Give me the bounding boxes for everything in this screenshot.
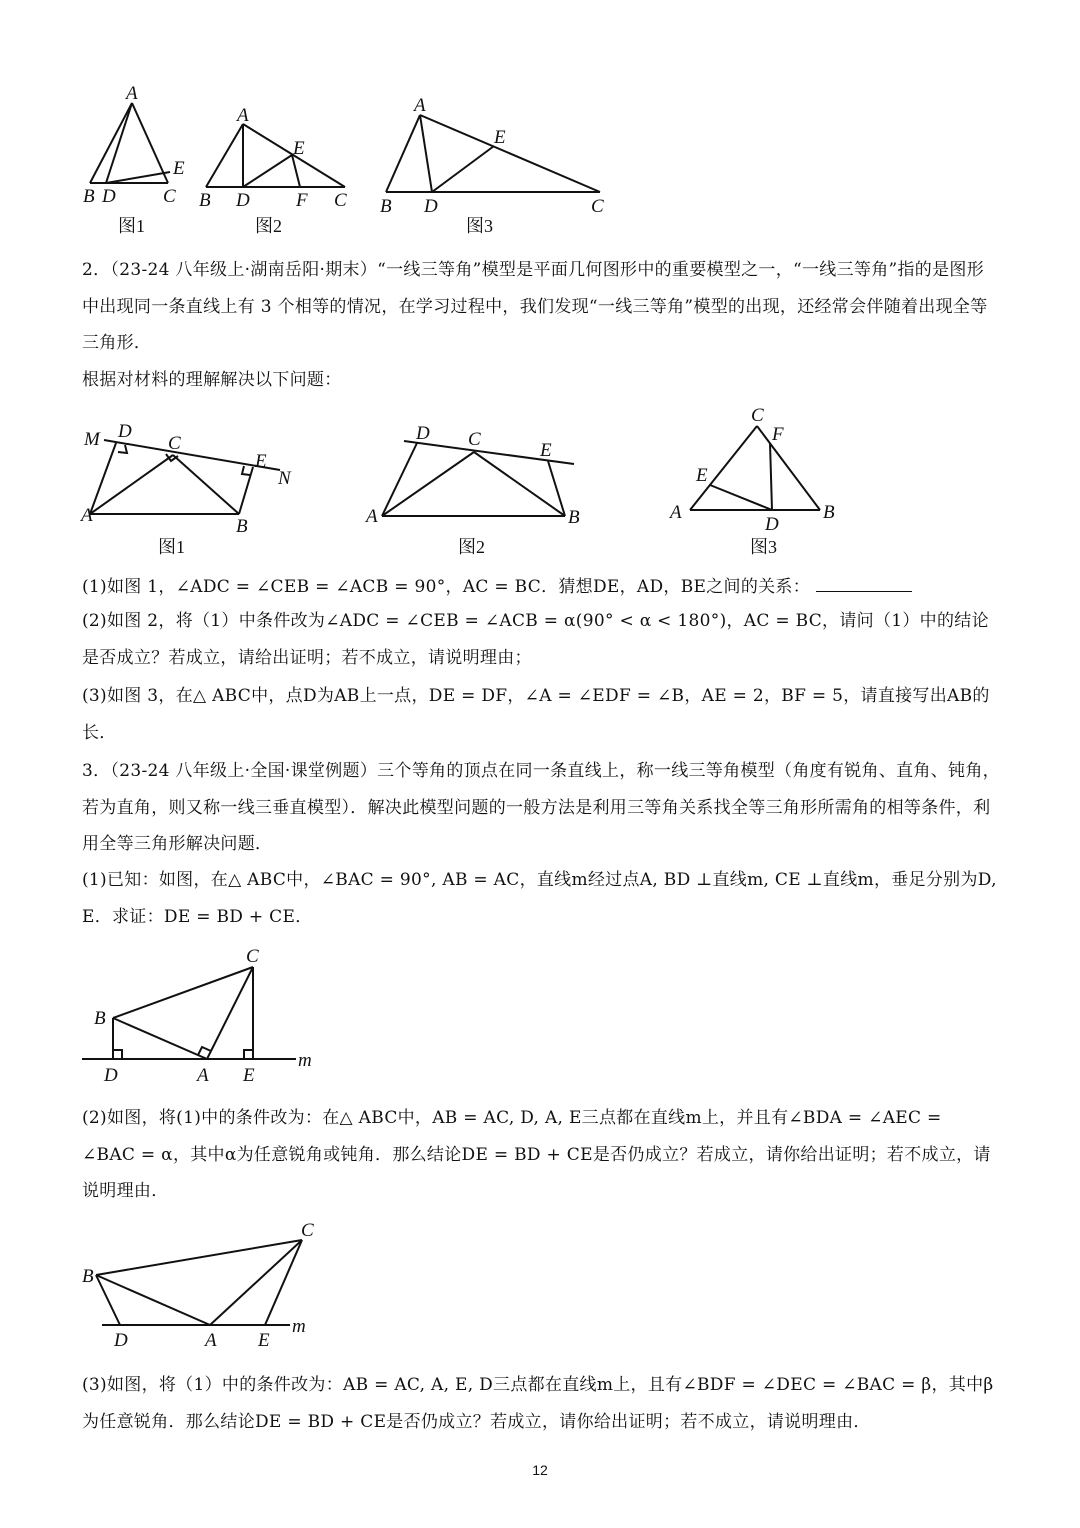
- label-D: D: [416, 423, 430, 444]
- label-E: E: [494, 127, 506, 148]
- label-C: C: [246, 946, 259, 967]
- label-D: D: [104, 1065, 118, 1086]
- label-C: C: [468, 429, 481, 450]
- label-m: m: [298, 1050, 312, 1071]
- label-A: A: [205, 1330, 217, 1351]
- label-E: E: [696, 465, 708, 486]
- label-A: A: [126, 83, 138, 104]
- page-number: 12: [532, 1462, 548, 1478]
- label-C: C: [168, 433, 181, 454]
- fig1-caption: 图1: [118, 216, 145, 236]
- label-C: C: [163, 186, 176, 207]
- q2-fig3-caption: 图3: [750, 537, 777, 557]
- label-B: B: [94, 1008, 106, 1029]
- label-D: D: [102, 186, 116, 207]
- label-D: D: [765, 514, 779, 535]
- q2-prompt: 根据对材料的理解解决以下问题：: [82, 370, 342, 390]
- label-C: C: [334, 190, 347, 211]
- label-A: A: [197, 1065, 209, 1086]
- label-D: D: [114, 1330, 128, 1351]
- label-A: A: [670, 502, 682, 523]
- label-F: F: [772, 424, 784, 445]
- fig3-caption: 图3: [466, 216, 493, 236]
- fig2-caption: 图2: [255, 216, 282, 236]
- label-A: A: [366, 506, 378, 527]
- label-B: B: [236, 516, 248, 537]
- label-B: B: [380, 196, 392, 217]
- q2-part2: (2)如图 2，将（1）中条件改为∠ADC = ∠CEB = ∠ACB = α(90° < α < 180°)，AC = BC，请问（1）中的结论是否成立？若成立，请给出证明；若不成立，请说明理由；: [82, 611, 989, 668]
- label-D: D: [424, 196, 438, 217]
- label-B: B: [82, 1266, 94, 1287]
- q3-part2: (2)如图，将(1)中的条件改为：在△ ABC中，AB = AC, D, A, E三点都在直线m上，并且有∠BDA = ∠AEC = ∠BAC = α，其中α为任意锐角或钝角．那么结论DE = BD + CE是否仍成立？若成立，请你给出证明；若不成立，请说明理由．: [82, 1108, 991, 1201]
- label-C: C: [591, 196, 604, 217]
- label-B: B: [199, 190, 211, 211]
- label-E: E: [258, 1330, 270, 1351]
- q2-fig1-caption: 图1: [158, 537, 185, 557]
- label-D: D: [236, 190, 250, 211]
- label-M: M: [84, 429, 100, 450]
- label-B: B: [83, 186, 95, 207]
- label-E: E: [173, 158, 185, 179]
- label-E: E: [540, 440, 552, 461]
- label-A: A: [237, 105, 249, 126]
- label-A: A: [414, 95, 426, 116]
- label-C: C: [301, 1220, 314, 1241]
- label-C: C: [751, 405, 764, 426]
- q3-intro: 3．（23-24 八年级上·全国·课堂例题）三个等角的顶点在同一条直线上，称一线三等角模型（角度有锐角、直角、钝角，若为直角，则又称一线三垂直模型）．解决此模型问题的一般方法是利用三等角关系找全等三角形所需角的相等条件，利用全等三角形解决问题．: [82, 761, 1000, 854]
- q2-intro: 2．（23-24 八年级上·湖南岳阳·期末）“一线三等角”模型是平面几何图形中的重要模型之一，“一线三等角”指的是图形中出现同一条直线上有 3 个相等的情况，在学习过程中，我们发现“一线三等角”模型的出现，还经常会伴随着出现全等三角形．: [82, 260, 988, 353]
- label-E: E: [293, 138, 305, 159]
- label-D: D: [118, 421, 132, 442]
- label-m: m: [292, 1316, 306, 1337]
- q3-part3: (3)如图，将（1）中的条件改为：AB = AC, A, E, D三点都在直线m上，且有∠BDF = ∠DEC = ∠BAC = β，其中β为任意锐角．那么结论DE = BD + CE是否仍成立？若成立，请你给出证明；若不成立，请说明理由．: [82, 1375, 994, 1432]
- label-E: E: [243, 1065, 255, 1086]
- q2-part3: (3)如图 3，在△ ABC中，点D为AB上一点，DE = DF，∠A = ∠EDF = ∠B，AE = 2，BF = 5，请直接写出AB的长．: [82, 686, 990, 743]
- label-E: E: [255, 451, 267, 472]
- q2-fig2-caption: 图2: [458, 537, 485, 557]
- label-N: N: [278, 468, 291, 489]
- label-F: F: [296, 190, 308, 211]
- label-B: B: [568, 507, 580, 528]
- q3-part1: (1)已知：如图，在△ ABC中，∠BAC = 90°, AB = AC，直线m经过点A, BD ⊥直线m, CE ⊥直线m，垂足分别为D, E．求证：DE = BD + CE．: [82, 870, 997, 927]
- label-B: B: [823, 502, 835, 523]
- q2-part1-text: (1)如图 1，∠ADC = ∠CEB = ∠ACB = 90°，AC = BC．猜想DE，AD，BE之间的关系：: [82, 577, 811, 597]
- label-A: A: [81, 505, 93, 526]
